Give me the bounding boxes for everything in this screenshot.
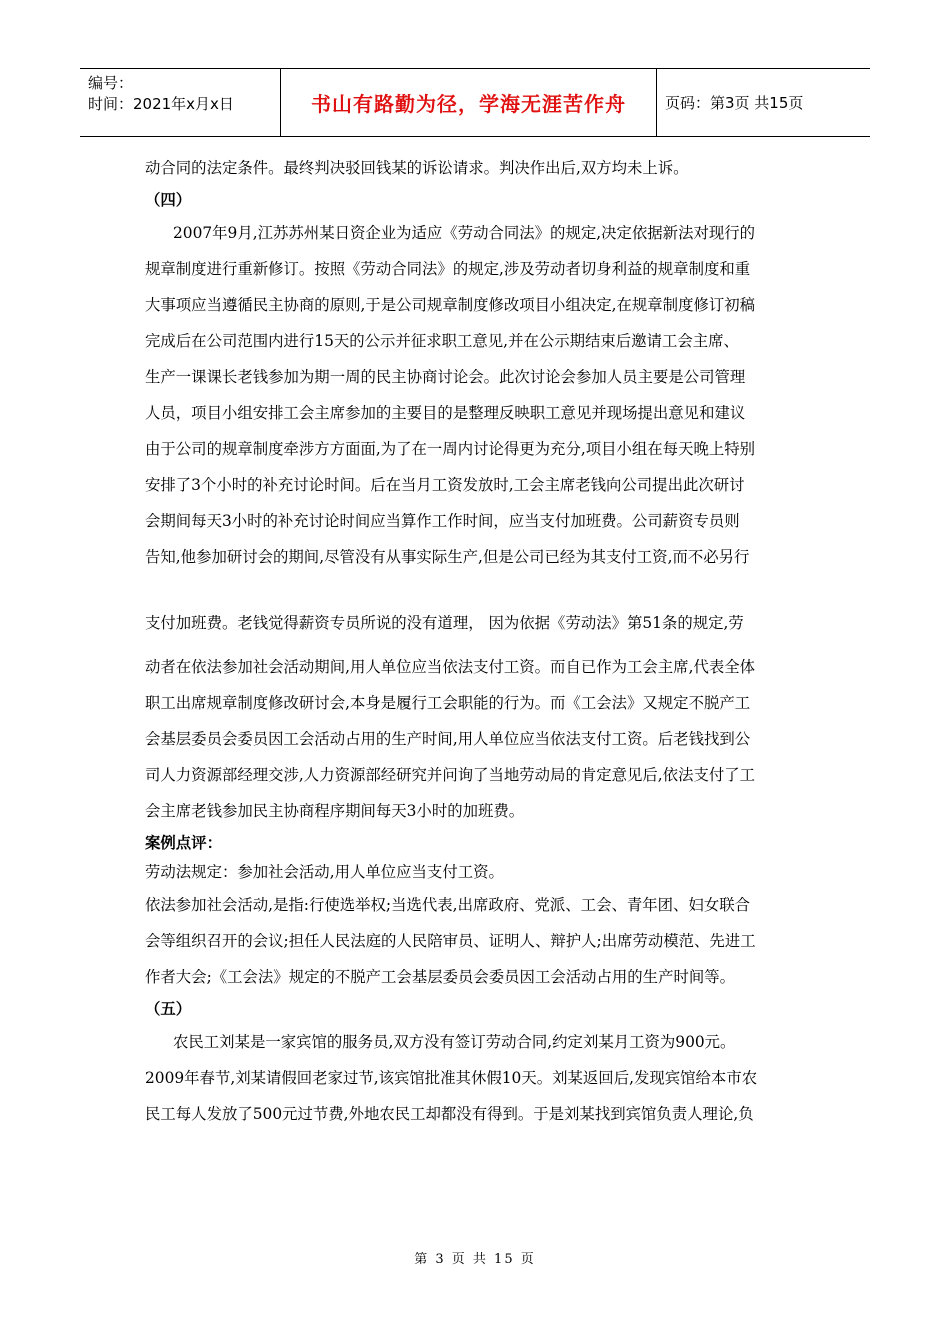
paragraph-line: 安排了3个小时的补充讨论时间。后在当月工资发放时,工会主席老钱向公司提出此次研讨 [145, 476, 745, 494]
paragraph-line: 动者在依法参加社会活动期间,用人单位应当依法支付工资。而自已作为工会主席,代表全体 [145, 658, 756, 676]
paragraph-line: 人员，项目小组安排工会主席参加的主要目的是整理反映职工意见并现场提出意见和建议 [145, 404, 746, 422]
paragraph-line: 规章制度进行重新修订。按照《劳动合同法》的规定,涉及劳动者切身利益的规章制度和重 [145, 260, 751, 278]
paragraph-line: 2009年春节,刘某请假回老家过节,该宾馆批准其休假10天。刘某返回后,发现宾馆给本市农 [145, 1069, 758, 1087]
paragraph-line: 依法参加社会活动,是指:行使选举权;当选代表,出席政府、党派、工会、青年团、妇女联合 [145, 896, 750, 914]
paragraph-line: 支付加班费。老钱觉得薪资专员所说的没有道理， 因为依据《劳动法》第51条的规定,劳 [145, 614, 744, 632]
page-footer: 第 3 页 共 15 页 [414, 1252, 536, 1267]
section-heading: （五） [145, 1000, 192, 1018]
paragraph-line: 由于公司的规章制度牵涉方方面面,为了在一周内讨论得更为充分,项目小组在每天晚上特别 [145, 440, 756, 458]
paragraph-line: 会基层委员会委员因工会活动占用的生产时间,用人单位应当依法支付工资。后老钱找到公 [145, 730, 751, 748]
header-meta [80, 69, 280, 136]
paragraph-line: 2007年9月,江苏苏州某日资企业为适应《劳动合同法》的规定,决定依据新法对现行的 [173, 224, 756, 242]
page-gap [145, 575, 813, 605]
paragraph-line: 农民工刘某是一家宾馆的服务员,双方没有签订劳动合同,约定刘某月工资为900元。 [173, 1033, 736, 1051]
paragraph-line: 民工每人发放了500元过节费,外地农民工却都没有得到。于是刘某找到宾馆负责人理论,负 [145, 1105, 754, 1123]
header-motto-cell [280, 69, 657, 136]
paragraph-line: 告知,他参加研讨会的期间,尽管没有从事实际生产,但是公司已经为其支付工资,而不必另行 [145, 548, 750, 566]
document-number-label: 编号： [88, 74, 134, 92]
paragraph-line: 会等组织召开的会议;担任人民法庭的人民陪审员、证明人、辩护人;出席劳动模范、先进工 [145, 932, 756, 950]
paragraph-line: 完成后在公司范围内进行15天的公示并征求职工意见,并在公示期结束后邀请工会主席、 [145, 332, 739, 350]
document-body [145, 150, 813, 1132]
paragraph-line: 职工出席规章制度修改研讨会,本身是履行工会职能的行为。而《工会法》又规定不脱产工 [145, 694, 751, 712]
header-page-info: 页码：第3页 共15页 [665, 94, 804, 112]
paragraph-line: 生产一课课长老钱参加为期一周的民主协商讨论会。此次讨论会参加人员主要是公司管理 [145, 368, 746, 386]
paragraph-line: 作者大会;《工会法》规定的不脱产工会基层委员会委员因工会活动占用的生产时间等。 [145, 968, 736, 986]
paragraph-line: 司人力资源部经理交涉,人力资源部经研究并问询了当地劳动局的肯定意见后,依法支付了工 [145, 766, 756, 784]
paragraph-line: 会期间每天3小时的补充讨论时间应当算作工作时间，应当支付加班费。公司薪资专员则 [145, 512, 740, 530]
page-header [80, 68, 870, 137]
paragraph-line: 劳动法规定：参加社会活动,用人单位应当支付工资。 [145, 863, 504, 881]
paragraph-line: 会主席老钱参加民主协商程序期间每天3小时的加班费。 [145, 802, 525, 820]
section-heading: （四） [145, 191, 192, 209]
paragraph-line: 动合同的法定条件。最终判决驳回钱某的诉讼请求。判决作出后,双方均未上诉。 [145, 159, 689, 177]
paragraph-line: 大事项应当遵循民主协商的原则,于是公司规章制度修改项目小组决定,在规章制度修订初稿 [145, 296, 756, 314]
document-date-label: 时间：2021年x月x日 [88, 95, 234, 113]
section-heading: 案例点评： [145, 834, 222, 852]
header-motto: 书山有路勤为径，学海无涯苦作舟 [311, 92, 626, 116]
